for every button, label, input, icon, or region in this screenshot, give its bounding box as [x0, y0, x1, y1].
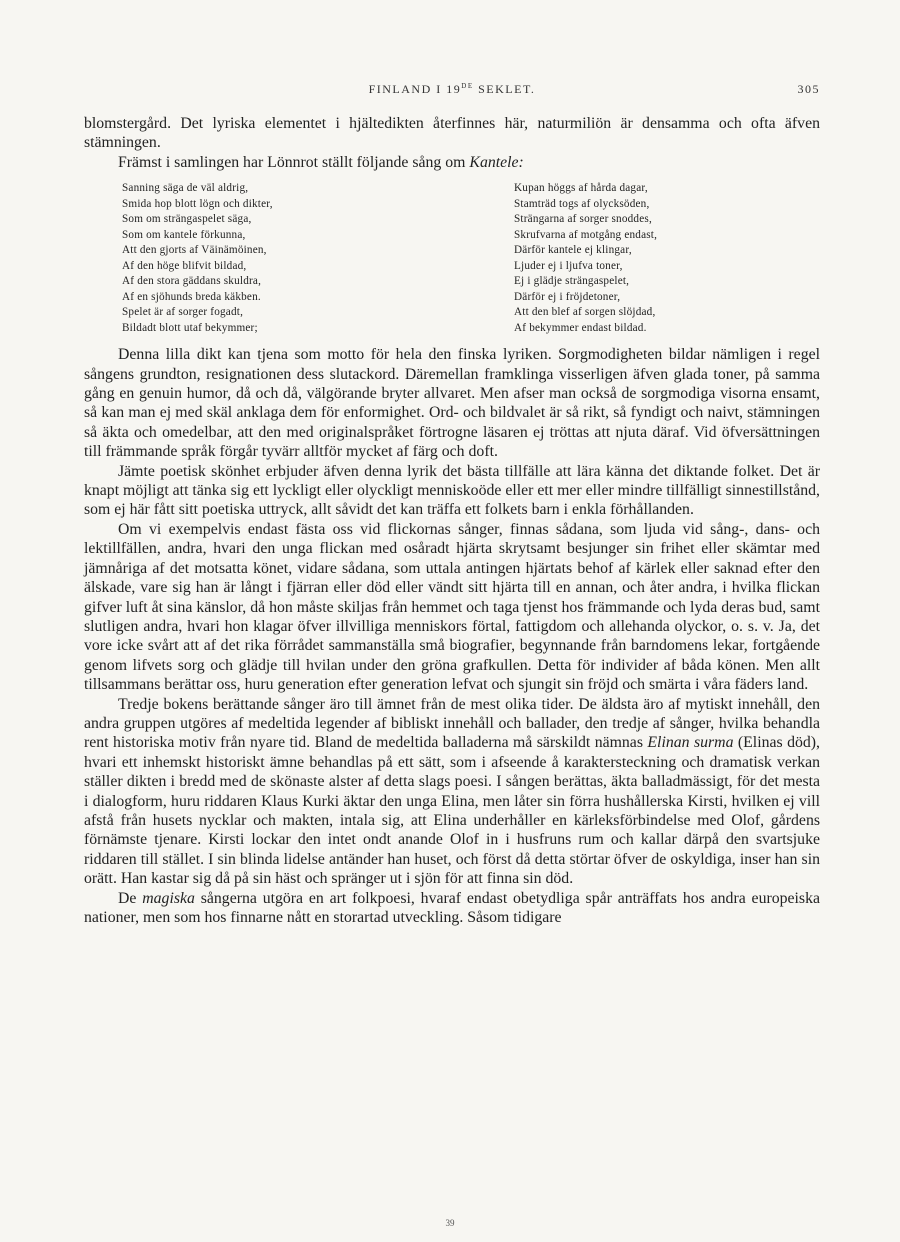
paragraph-6-text-a: Tredje bokens berättande sånger äro till ämnet från de mest olika tider. De äldsta äro af mytiskt innehåll, den andra gruppen utgöres af medeltida legender af bibliskt innehåll och ballader, den tredje af sånger, hvilka behandla rent historiska motiv från nyare tid. Bland de medeltida balladerna må särskildt nämnas — [84, 695, 820, 752]
kantele-title: Kantele: — [469, 153, 524, 171]
poem-line: Af en sjöhunds breda käkben. — [122, 290, 261, 303]
paragraph-7-text-b: sångerna utgöra en art folkpoesi, hvaraf endast obetydliga spår anträffats hos andra europeiska nationer, men som hos finnarne nått en storartad utveckling. Såsom tidigare — [84, 889, 820, 926]
poem-line: Af bekymmer endast bildad. — [514, 321, 647, 334]
poem-column-right — [466, 181, 814, 336]
header-title-main: FINLAND I 19 — [368, 82, 462, 96]
paragraph-6-text-b: (Elinas död), hvari ett inhemskt historiskt ämne behandlas på ett sätt, som i afseende å karaktersteckning och dramatisk verkan ställer dikten i bredd med de skönaste alster af detta slags poesi. I sången berättas, äkta balladmässigt, för det mesta i dialogform, huru riddaren Klaus Kurki äktar den unga Elina, men låter sin förra hushållerska Kirsti, hvilken ej vill afstå från husets nycklar och makten, intala sig, att Elina underhåller en kärleksförbindelse med Olof, gårdens förnämste tjenare. Kirsti lockar den intet ondt anande Olof in i husfruns rum och kallar därpå den svartsjuke riddaren till stället. I sin blinda lidelse antänder han huset, och först då detta störtar öfver de oskyldiga, inser han sin orätt. Han kastar sig då på sin häst och spränger ut i sjön för att finna sin död. — [84, 734, 820, 888]
poem-line: Af den stora gäddans skuldra, — [122, 275, 262, 288]
page-number: 305 — [797, 82, 820, 96]
paragraph-2 — [84, 153, 820, 172]
paragraph-5: Om vi exempelvis endast fästa oss vid flickornas sånger, finnas sådana, som ljuda vid sång-, dans- och lektillfällen, andra, hvari den unga flickan med osåradt hjärta skrytsamt besjunger sin frihet eller skämtar med jämnåriga af det motsatta könet, vidare sådana, som uttala antingen hjärtats behof af kärlek eller saknad efter den älskade, vare sig han är långt i fjärran eller död eller vändt sitt hjärta till en annan, och åter andra, i hvilka flickan gifver luft åt sina känslor, då hon måste skiljas från hemmet och taga tjenst hos främmande och lyda deras bud, samt slutligen andra, hvari hon klagar öfver illvilliga menniskors förtal, fattigdom och allehanda olyckor, o. s. v. Ja, det vore icke svårt att af det rika förrådet sammanställa små biografier, begynnande från barndomens lekar, fortgående genom lifvets sorg och glädje till hvilan under den gröna grafkullen. Detta för individer af båda könen. Men allt tillsammans berättar oss, huru generation efter generation lefvat och sjungit sin fröjd och smärta i våra fäders land. — [84, 520, 820, 694]
elinan-surma-title: Elinan surma — [647, 734, 734, 752]
header-title-end: SEKLET. — [473, 82, 536, 96]
paragraph-7 — [84, 889, 820, 928]
paragraph-2-text: Främst i samlingen har Lönnrot ställt följande sång om — [118, 153, 470, 171]
paragraph-3: Denna lilla dikt kan tjena som motto för hela den finska lyriken. Sorgmodigheten bildar nämligen i regel sångens grundton, resignationen dess slutackord. Däremellan framklinga visserligen äfven glada toner, på samma gång en genuin humor, då och då, välgörande bryter allvaret. Men afser man också de sorgmodiga visorna ensamt, så kan man ej med skäl anklaga dem för enformighet. Ord- och bildvalet är så rikt, så fyndigt och naivt, stämningen så äkta och omedelbar, att den med originalspråket förtrogne läsaren ej tröttas att njuta däraf. Vid öfversättningen till främmande språk förgår tyvärr alltför mycket af färg och doft. — [84, 346, 820, 461]
poem-kantele — [84, 181, 820, 336]
paragraph-7-text-a: De — [118, 889, 143, 907]
poem-line: Stamträd togs af olycksöden, — [514, 197, 650, 210]
signature-mark: 39 — [445, 1218, 455, 1228]
magiska-term: magiska — [142, 889, 195, 907]
page-body — [84, 114, 820, 927]
paragraph-4: Jämte poetisk skönhet erbjuder äfven denna lyrik det bästa tillfälle att lära känna det diktande folket. Det är knapt möjligt att tänka sig ett lyckligt eller olyckligt menniskoöde eller ett mer eller mindre tillfälligt sinnestillstånd, som ej här fått sitt poetiska uttryck, allt såvidt det kan träffa ett folkets barn i enkla förhållanden. — [84, 462, 820, 519]
poem-line: Att den blef af sorgen slöjdad, — [514, 306, 656, 319]
running-header — [84, 82, 820, 102]
poem-line: Strängarna af sorger snoddes, — [514, 213, 652, 226]
paragraph-1: blomstergård. Det lyriska elementet i hjältedikten återfinnes här, naturmiliön är densamma och ofta äfven stämningen. — [84, 115, 820, 152]
poem-line: Därför kantele ej klingar, — [514, 244, 632, 257]
poem-line: Ej i glädje strängaspelet, — [514, 275, 630, 288]
header-title-superscript: DE — [461, 82, 474, 90]
poem-line: Som om strängaspelet säga, — [122, 213, 252, 226]
poem-line: Att den gjorts af Väinämöinen, — [122, 244, 267, 257]
header-title — [84, 82, 820, 97]
poem-line: Af den höge blifvit bildad, — [122, 259, 247, 272]
poem-line: Kupan höggs af hårda dagar, — [514, 182, 648, 195]
poem-line: Ljuder ej i ljufva toner, — [514, 259, 623, 272]
poem-column-left — [122, 181, 422, 336]
poem-line: Därför ej i fröjdetoner, — [514, 290, 621, 303]
poem-line: Smida hop blott lögn och dikter, — [122, 197, 273, 210]
paragraph-6 — [84, 695, 820, 889]
poem-line: Som om kantele förkunna, — [122, 228, 246, 241]
poem-line: Spelet är af sorger fogadt, — [122, 306, 244, 319]
poem-line: Sanning säga de väl aldrig, — [122, 182, 249, 195]
poem-line: Bildadt blott utaf bekymmer; — [122, 321, 258, 334]
poem-line: Skrufvarna af motgång endast, — [514, 228, 658, 241]
